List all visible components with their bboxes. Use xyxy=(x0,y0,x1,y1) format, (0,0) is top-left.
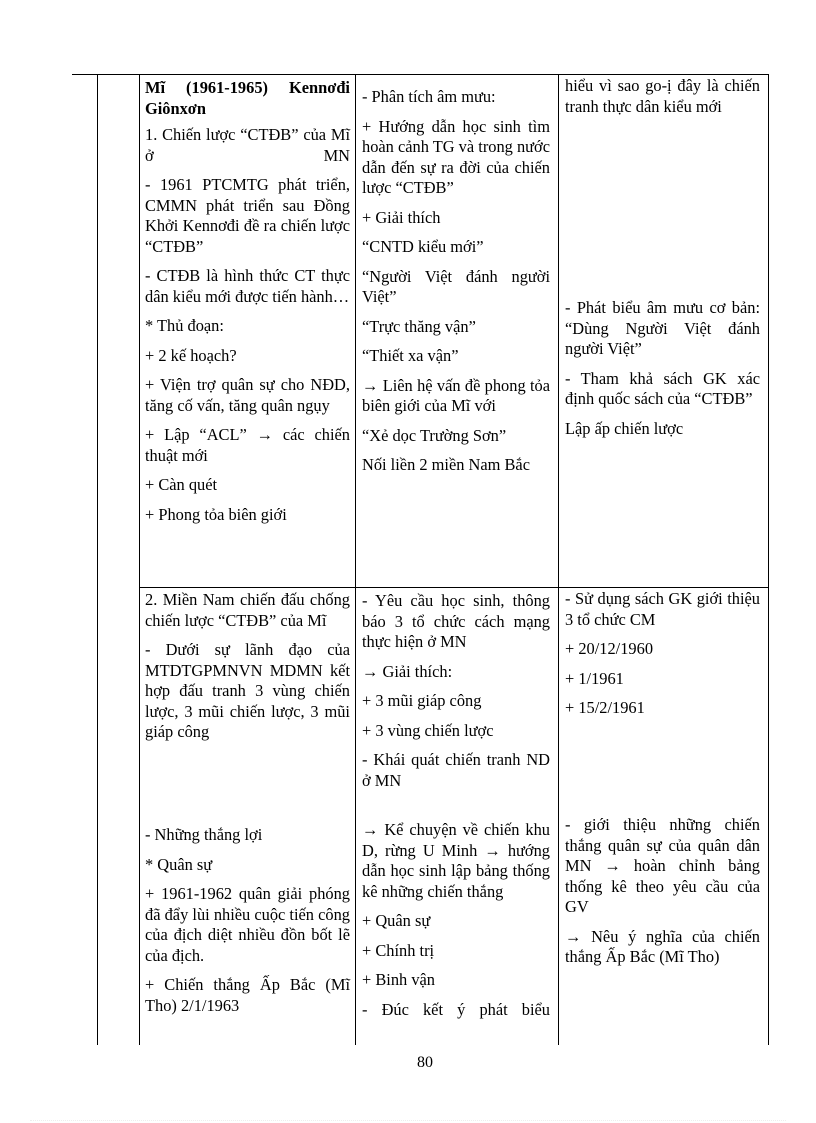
col2-paragraph: “Xẻ dọc Trường Sơn” xyxy=(362,425,507,445)
row-divider xyxy=(139,587,768,588)
table-border-col1-left xyxy=(139,74,140,1045)
col1-paragraph: * Quân sự xyxy=(145,854,213,874)
table-border-outer-left xyxy=(97,74,98,1045)
col2-paragraph: - Phân tích âm mưu: xyxy=(362,87,496,106)
col2-paragraph: → Kể chuyện về chiến khu D, rừng U Minh → hướng dẫn học sinh lập bảng thống kê những chiến thắng xyxy=(362,820,550,901)
col1-paragraph: + Chiến thắng Ấp Bắc (Mĩ Tho) 2/1/1963 xyxy=(145,975,350,1015)
col3-paragraph: + 20/12/1960 xyxy=(565,639,654,658)
strategy-title: 1. Chiến lược “CTĐB” của Mĩ ở MN xyxy=(145,125,350,165)
col3-paragraph: + 15/2/1961 xyxy=(565,698,645,717)
col2-paragraph: Nối liền 2 miền Nam Bắc xyxy=(362,455,530,474)
page-number: 80 xyxy=(417,1054,433,1071)
col2-paragraph: “Người Việt đánh người Việt” xyxy=(362,266,550,306)
col3-paragraph: - Tham khả sách GK xác định quốc sách của “CTĐB” xyxy=(565,368,760,408)
col1-paragraph: + Viện trợ quân sự cho NĐD, tăng cố vấn, tăng quân ngụy xyxy=(145,375,350,415)
table-top-border xyxy=(72,74,769,75)
col1-paragraph: + 1961-1962 quân giải phóng đã đẩy lùi nhiều cuộc tiến công của địch diệt nhiều đồn bốt lẽ của địch. xyxy=(145,884,350,965)
row2-col2-bottom-cell xyxy=(362,820,550,1029)
col1-paragraph: - Dưới sự lãnh đạo của MTDTGPMNVN MDMN kết hợp đấu tranh 3 vùng chiến lược, 3 mũi chiến lược, 3 mũi giáp công xyxy=(145,640,350,741)
col1-paragraph: - Những thắng lợi xyxy=(145,825,263,844)
col2-paragraph: + 3 mũi giáp công xyxy=(362,691,482,710)
col1-paragraph: - 1961 PTCMTG phát triển, CMMN phát triển sau Đồng Khởi Kennơđi đề ra chiến lược “CTĐB” xyxy=(145,175,350,256)
section-heading: Mĩ (1961-1965) Kennơđi Giônxơn xyxy=(145,78,350,118)
page-bottom-border xyxy=(30,1120,786,1121)
col2-paragraph: - Yêu cầu học sinh, thông báo 3 tổ chức cách mạng thực hiện ở MN xyxy=(362,591,550,651)
row2-col1-top-cell xyxy=(145,590,350,752)
col1-paragraph: + Phong tỏa biên giới xyxy=(145,504,287,524)
table-border-col2-left xyxy=(355,74,356,1045)
col1-paragraph: * Thủ đoạn: xyxy=(145,316,224,335)
col2-paragraph: + Giải thích xyxy=(362,207,441,227)
row2-col3-bottom-cell xyxy=(565,815,760,977)
col3-paragraph: hiểu vì sao go-ị đây là chiến tranh thực dân kiểu mới xyxy=(565,76,760,116)
col1-paragraph: + Lập “ACL” → các chiến thuật mới xyxy=(145,425,350,465)
row1-col3-bottom-cell xyxy=(565,298,760,448)
col2-paragraph: + Chính trị xyxy=(362,940,435,960)
table-border-col3-left xyxy=(558,74,559,1045)
col2-paragraph: “Thiết xa vận” xyxy=(362,346,459,365)
col3-paragraph: → Nêu ý nghĩa của chiến thắng Ấp Bắc (Mĩ Tho) xyxy=(565,926,760,966)
col3-paragraph: - giới thiệu những chiến thắng quân sự của quân dân MN → hoàn chỉnh bảng thống kê theo yêu cầu của GV xyxy=(565,815,760,916)
col2-paragraph: - Đúc kết ý phát biểu xyxy=(362,999,550,1019)
col1-paragraph: + 2 kế hoạch? xyxy=(145,345,237,365)
row2-col3-top-cell xyxy=(565,589,760,728)
col3-paragraph: - Phát biểu âm mưu cơ bản: “Dùng Người Việt đánh người Việt” xyxy=(565,298,760,358)
row2-col1-bottom-cell xyxy=(145,825,350,1025)
col3-paragraph: + 1/1961 xyxy=(565,668,624,688)
row1-col1-cell xyxy=(145,78,350,534)
col1-paragraph: - CTĐB là hình thức CT thực dân kiểu mới được tiến hành… xyxy=(145,266,350,306)
col2-paragraph: + Hướng dẫn học sinh tìm hoàn cảnh TG và trong nước dẫn đến sự ra đời của chiến lược “CTĐB” xyxy=(362,116,550,197)
col2-paragraph: + Binh vận xyxy=(362,970,435,989)
col1-paragraph: 2. Miền Nam chiến đấu chống chiến lược “CTĐB” của Mĩ xyxy=(145,590,350,630)
col1-paragraph: + Càn quét xyxy=(145,475,218,494)
col2-paragraph: → Giải thích: xyxy=(362,661,453,681)
col2-paragraph: + 3 vùng chiến lược xyxy=(362,720,494,740)
col2-paragraph: + Quân sự xyxy=(362,911,431,930)
table-border-right xyxy=(768,74,769,1045)
col2-paragraph: “Trực thăng vận” xyxy=(362,316,476,336)
col2-paragraph: → Liên hệ vấn đề phong tỏa biên giới của Mĩ với xyxy=(362,375,550,415)
col2-paragraph: - Khái quát chiến tranh ND ở MN xyxy=(362,750,550,790)
row2-col2-top-cell xyxy=(362,591,550,800)
col2-paragraph: “CNTD kiểu mới” xyxy=(362,237,484,256)
row1-col2-cell xyxy=(362,87,550,485)
col3-paragraph: Lập ấp chiến lược xyxy=(565,418,684,438)
col3-paragraph: - Sử dụng sách GK giới thiệu 3 tổ chức CM xyxy=(565,589,760,629)
row1-col3-top-cell xyxy=(565,76,760,126)
